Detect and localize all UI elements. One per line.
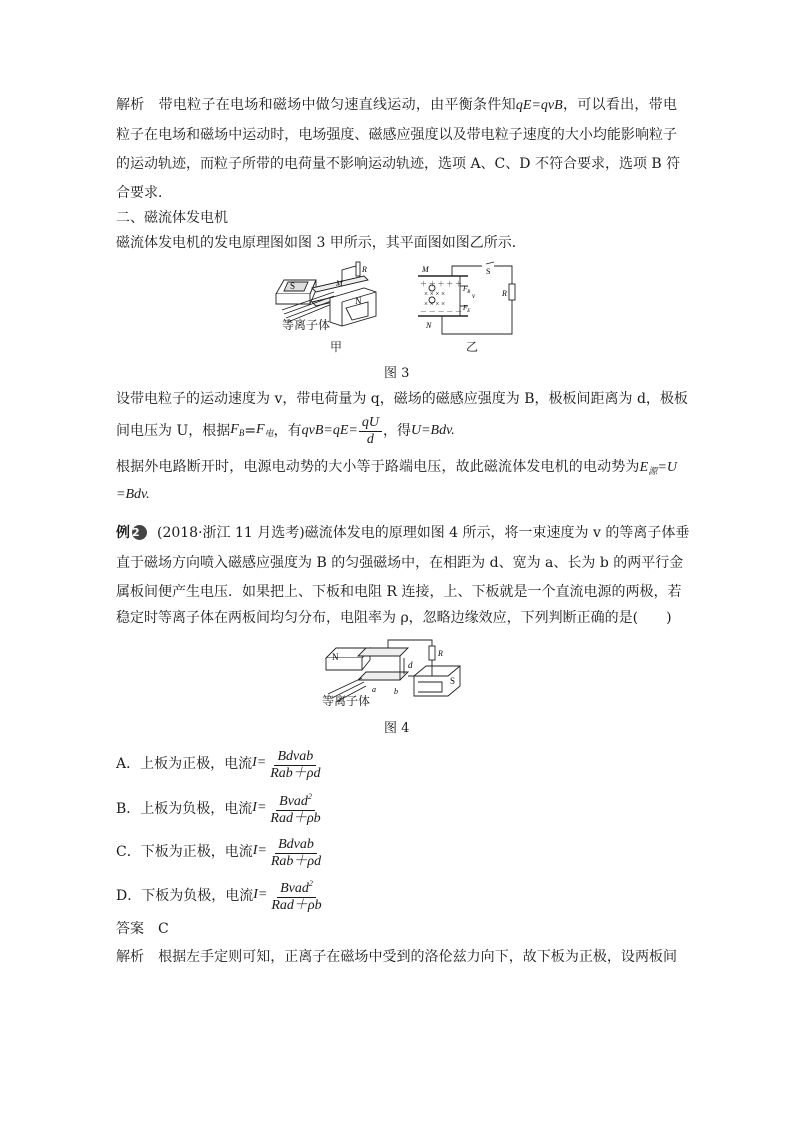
fig3-S2-label: S <box>486 267 491 276</box>
example-line-2: 直于磁场方向喷入磁感应强度为 B 的匀强磁场中，在相距为 d、宽为 a、长为 b 的两平行金 <box>116 555 684 571</box>
svg-text:× × × ×: × × × × <box>424 300 446 308</box>
section-heading: 二、磁流体发电机 <box>116 210 228 226</box>
conclude-line-1: 根据外电路断开时，电源电动势的大小等于路端电压，故此磁流体发电机的电动势为$E_源=U$ <box>116 459 677 476</box>
fig3-left-label: 等离子体 <box>282 318 331 332</box>
fraction-qU-d: $\frac{qU}{d}$ <box>359 415 382 448</box>
final-analysis-label: 解析 <box>116 949 145 965</box>
fig3-caption-left: 甲 <box>330 340 343 354</box>
analysis-line-4: 合要求． <box>116 185 172 201</box>
fig4-N-label: N <box>332 652 339 662</box>
option-b: B．上板为负极，电流 I= $\frac{Bvad^2}{\text{Rad＋ρb}}$ <box>116 789 325 827</box>
analysis-line-1: 解析 带电粒子在电场和磁场中做匀速直线运动，由平衡条件知qE=qvB，可以看出，带电 <box>116 97 678 113</box>
option-a: A．上板为正极，电流 I= $\frac{\text{Bdvab}}{\text{Rab＋ρd}}$ <box>116 744 325 782</box>
example-line-1: 例 2 (2018·浙江 11 月选考)磁流体发电的原理如图 4 所示，将一束速度为 v 的等离子体垂 <box>116 525 690 541</box>
figure-3-diagram <box>272 258 522 358</box>
fig4-d-label: d <box>408 660 413 670</box>
fig3-v-label: v <box>472 292 476 300</box>
analysis-line-3: 的运动轨迹，而粒子所带的电荷量不影响运动轨迹，选项 A、C、D 不符合要求，选项 B 符 <box>116 156 681 172</box>
fig3-N2-label: N <box>426 321 432 330</box>
option-c: C．下板为正极，电流 I= $\frac{\text{Bdvab}}{\text{Rab＋ρd}}$ <box>116 832 325 870</box>
fig4-a-label: a <box>372 685 376 694</box>
fig4-S-label: S <box>450 676 456 686</box>
conclude-line-2: =Bdv. <box>116 487 150 502</box>
fig4-b-label: b <box>394 687 398 696</box>
figure-3-right <box>418 262 515 334</box>
example-label: 例 <box>116 525 130 541</box>
fig3-M2-label: M <box>422 265 429 274</box>
svg-text:× × × ×: × × × × <box>424 290 446 298</box>
answer-line <box>116 920 169 938</box>
fig3-M-label: M <box>336 279 343 288</box>
section-intro: 磁流体发电机的发电原理图如图 3 甲所示，其平面图如图乙所示． <box>116 235 526 251</box>
example-line-4: 稳定时等离子体在两板间均匀分布，电阻率为 ρ，忽略边缘效应，下列判断正确的是( ) <box>116 610 672 626</box>
fig3-N-label: N <box>355 296 362 306</box>
svg-text:－ － － － －: － － － － － <box>420 308 462 316</box>
answer-label: 答案 <box>116 921 144 937</box>
analysis-line-2: 粒子在电场和磁场中运动时，电场强度、磁感应强度以及带电粒子速度的大小均能影响粒子 <box>116 127 677 143</box>
answer-value: C <box>158 921 169 937</box>
fig3-FE-label: $F_E$ <box>463 304 471 314</box>
analysis-label: 解析 <box>116 97 145 113</box>
derive-line-1: 设带电粒子的运动速度为 v，带电荷量为 q，磁场的磁感应强度为 B，极板间距离为 d，极板 <box>116 391 688 407</box>
fig3-caption-right: 乙 <box>466 340 479 354</box>
final-analysis-line: 解析 根据左手定则可知，正离子在磁场中受到的洛伦兹力向下，故下板为正极，设两板间 <box>116 949 678 965</box>
fig3-S-label: S <box>290 281 296 291</box>
example-line-3: 属板间便产生电压．如果把上、下板和电阻 R 连接，上、下板就是一个直流电源的两极，若 <box>116 584 682 600</box>
derive-line-2: 间电压为 U，根据 $F_B$ = $F_电$ ，有 qvB=qE= $\frac{qU}{d}$ ，得 U=Bdv. <box>116 414 455 447</box>
option-d: D．下板为负极，电流 I= $\frac{Bvad^2}{\text{Rad＋ρb}}$ <box>116 876 326 914</box>
fig4-left-label: 等离子体 <box>322 694 371 708</box>
fig3-FB-label: $F_B$ <box>463 285 471 295</box>
example-number-badge: 2 <box>132 525 147 540</box>
svg-text:＋ ＋ ＋ ＋ ＋: ＋ ＋ ＋ ＋ ＋ <box>420 280 462 288</box>
fig3-R2-label: R <box>502 289 507 298</box>
fig3-caption: 图 3 <box>384 366 410 381</box>
fig4-caption: 图 4 <box>384 721 410 736</box>
fig3-R-label: R <box>362 265 367 274</box>
fig4-R-label: R <box>438 649 443 658</box>
